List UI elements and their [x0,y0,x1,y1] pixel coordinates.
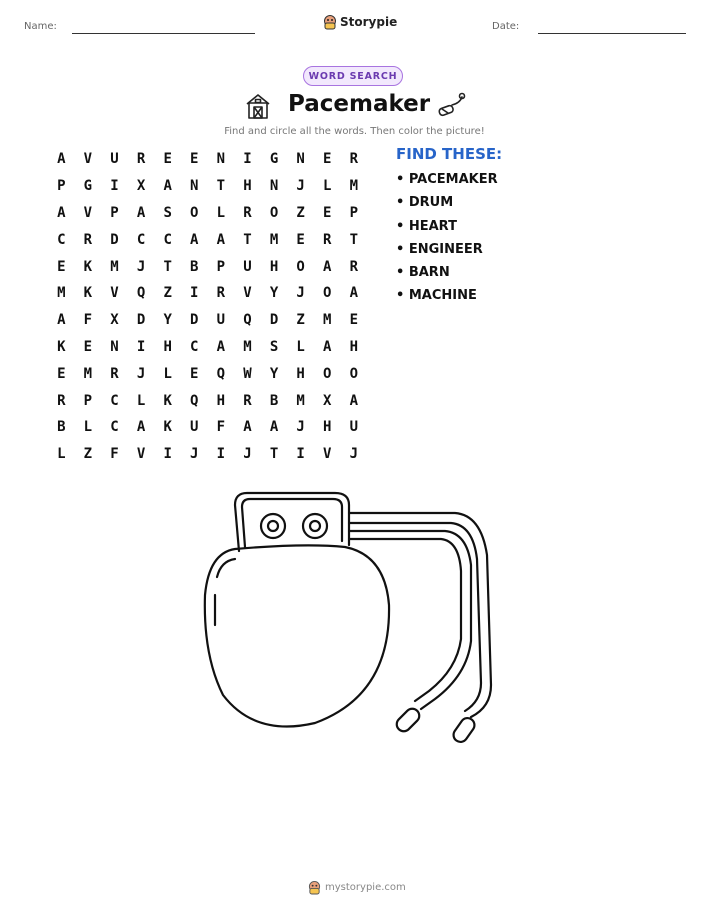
grid-letter: I [243,151,252,168]
grid-letter: A [136,204,146,221]
grid-letter: A [323,258,332,275]
grid-letter: O [323,365,332,382]
grid-letter: O [190,204,199,221]
grid-letter: Q [190,392,199,409]
grid-letter: J [136,258,146,275]
grid-row [48,360,367,387]
grid-row [48,253,367,280]
date-label: Date: [492,21,520,32]
grid-letter: R [83,231,93,248]
grid-row [48,307,367,334]
word-list-item: • BARN [396,265,450,281]
grid-letter: C [163,231,172,248]
grid-letter: Z [83,446,93,463]
grid-letter: H [216,392,226,409]
grid-letter: W [243,365,252,382]
grid-letter: H [269,258,279,275]
grid-letter: Z [296,204,305,221]
grid-letter: Q [136,285,146,302]
grid-row [48,226,367,253]
grid-letter: V [323,446,332,463]
grid-letter: A [216,231,226,248]
grid-letter: M [269,231,279,248]
instructions: Find and circle all the words. Then color the picture! [224,126,485,137]
grid-letter: N [190,178,199,195]
footer-url: mystorypie.com [325,882,406,893]
grid-letter: A [323,338,332,355]
storypie-mascot-icon [323,14,337,30]
grid-letter: V [136,446,146,463]
grid-letter: J [243,446,252,463]
grid-letter: D [269,312,279,329]
grid-letter: A [136,419,146,436]
grid-letter: K [83,285,93,302]
grid-letter: A [269,419,279,436]
grid-letter: R [243,204,252,221]
pacemaker-illustration [195,485,515,755]
grid-letter: O [296,258,305,275]
grid-letter: T [243,231,252,248]
grid-letter: X [323,392,332,409]
grid-row [48,173,367,200]
brand-logo [323,14,397,30]
word-list-item: • ENGINEER [396,241,483,257]
grid-row [48,387,367,414]
grid-letter: A [163,178,172,195]
grid-letter: E [190,151,199,168]
grid-letter: M [57,285,66,302]
grid-letter: U [243,258,252,275]
grid-letter: L [163,365,172,382]
grid-letter: K [57,338,66,355]
grid-letter: R [110,365,119,382]
grid-letter: U [349,419,359,436]
grid-letter: U [190,419,199,436]
grid-row [48,146,367,173]
grid-letter: O [349,365,359,382]
grid-letter: Z [163,285,172,302]
footer [308,880,406,895]
grid-row [48,280,367,307]
grid-letter: H [163,338,172,355]
grid-letter: C [190,338,199,355]
grid-letter: H [323,419,332,436]
grid-letter: A [190,231,199,248]
grid-letter: M [83,365,93,382]
grid-letter: L [83,419,93,436]
grid-letter: X [110,312,119,329]
grid-letter: T [269,446,279,463]
barn-icon [244,92,272,120]
grid-letter: J [190,446,199,463]
grid-letter: V [110,285,119,302]
date-line [538,33,686,34]
grid-letter: M [296,392,305,409]
grid-row [48,200,367,227]
grid-letter: R [243,392,252,409]
grid-letter: M [323,312,332,329]
grid-letter: L [216,204,226,221]
grid-letter: C [136,231,146,248]
grid-letter: R [216,285,226,302]
grid-letter: N [216,151,226,168]
grid-letter: E [83,338,93,355]
grid-letter: N [269,178,279,195]
grid-letter: G [83,178,93,195]
grid-letter: M [349,178,359,195]
grid-row [48,414,367,441]
grid-letter: I [136,338,146,355]
telescope-icon [436,91,468,119]
grid-letter: F [110,446,119,463]
word-search-badge: WORD SEARCH [303,66,403,86]
grid-letter: J [349,446,359,463]
grid-letter: G [269,151,279,168]
word-list-item: • HEART [396,218,457,234]
grid-letter: Y [269,285,279,302]
grid-letter: S [269,338,279,355]
grid-letter: H [296,365,305,382]
grid-letter: X [136,178,146,195]
grid-letter: A [349,285,359,302]
grid-letter: E [323,204,332,221]
word-list [396,171,498,311]
grid-letter: U [216,312,226,329]
grid-letter: L [296,338,305,355]
grid-letter: R [136,151,146,168]
grid-letter: A [216,338,226,355]
grid-letter: A [57,312,66,329]
grid-letter: M [110,258,119,275]
brand-name: Storypie [340,15,398,29]
grid-letter: Q [216,365,226,382]
grid-letter: J [296,178,305,195]
grid-letter: N [296,151,305,168]
grid-letter: K [163,419,172,436]
find-these-heading: FIND THESE: [396,145,503,163]
grid-letter: V [83,151,93,168]
storypie-mascot-icon [308,880,321,895]
grid-letter: U [110,151,119,168]
grid-letter: Z [296,312,305,329]
grid-letter: P [349,204,359,221]
name-label: Name: [24,21,57,32]
grid-letter: L [57,446,66,463]
grid-letter: B [269,392,279,409]
grid-letter: J [136,365,146,382]
grid-letter: V [83,204,93,221]
word-search-grid [48,146,367,468]
grid-letter: O [269,204,279,221]
grid-letter: I [163,446,172,463]
grid-letter: F [83,312,93,329]
grid-letter: M [243,338,252,355]
grid-letter: I [296,446,305,463]
grid-letter: K [163,392,172,409]
grid-letter: E [190,365,199,382]
grid-letter: H [243,178,252,195]
grid-letter: N [110,338,119,355]
grid-letter: J [296,419,305,436]
grid-letter: D [136,312,146,329]
grid-letter: B [190,258,199,275]
grid-letter: E [57,258,66,275]
grid-letter: A [349,392,359,409]
grid-letter: I [190,285,199,302]
word-list-item: • DRUM [396,195,454,211]
grid-letter: K [83,258,93,275]
grid-letter: C [57,231,66,248]
grid-letter: C [110,392,119,409]
grid-letter: T [216,178,226,195]
grid-letter: H [349,338,359,355]
grid-row [48,441,367,468]
grid-letter: E [349,312,359,329]
grid-letter: I [216,446,226,463]
grid-letter: L [323,178,332,195]
grid-letter: V [243,285,252,302]
grid-letter: P [110,204,119,221]
grid-letter: D [110,231,119,248]
grid-letter: R [57,392,66,409]
grid-letter: A [57,204,66,221]
grid-letter: R [349,258,359,275]
grid-letter: F [216,419,226,436]
grid-letter: O [323,285,332,302]
grid-letter: P [216,258,226,275]
word-list-item: • PACEMAKER [396,172,498,187]
grid-letter: R [349,151,359,168]
word-list-item: • MACHINE [396,288,477,304]
grid-row [48,334,367,361]
grid-letter: P [57,178,66,195]
name-line [72,33,255,34]
grid-letter: T [163,258,172,275]
grid-letter: C [110,419,119,436]
grid-letter: E [163,151,172,168]
grid-letter: A [243,419,252,436]
grid-letter: S [163,204,172,221]
grid-letter: P [83,392,93,409]
grid-letter: B [57,419,66,436]
grid-letter: I [110,178,119,195]
grid-letter: T [349,231,359,248]
grid-letter: Y [269,365,279,382]
grid-letter: Q [243,312,252,329]
grid-letter: J [296,285,305,302]
grid-letter: D [190,312,199,329]
grid-letter: E [57,365,66,382]
page-title: Pacemaker [288,91,431,117]
grid-letter: L [136,392,146,409]
grid-letter: E [323,151,332,168]
grid-letter: Y [163,312,172,329]
grid-letter: R [323,231,332,248]
grid-letter: E [296,231,305,248]
grid-letter: A [57,151,66,168]
